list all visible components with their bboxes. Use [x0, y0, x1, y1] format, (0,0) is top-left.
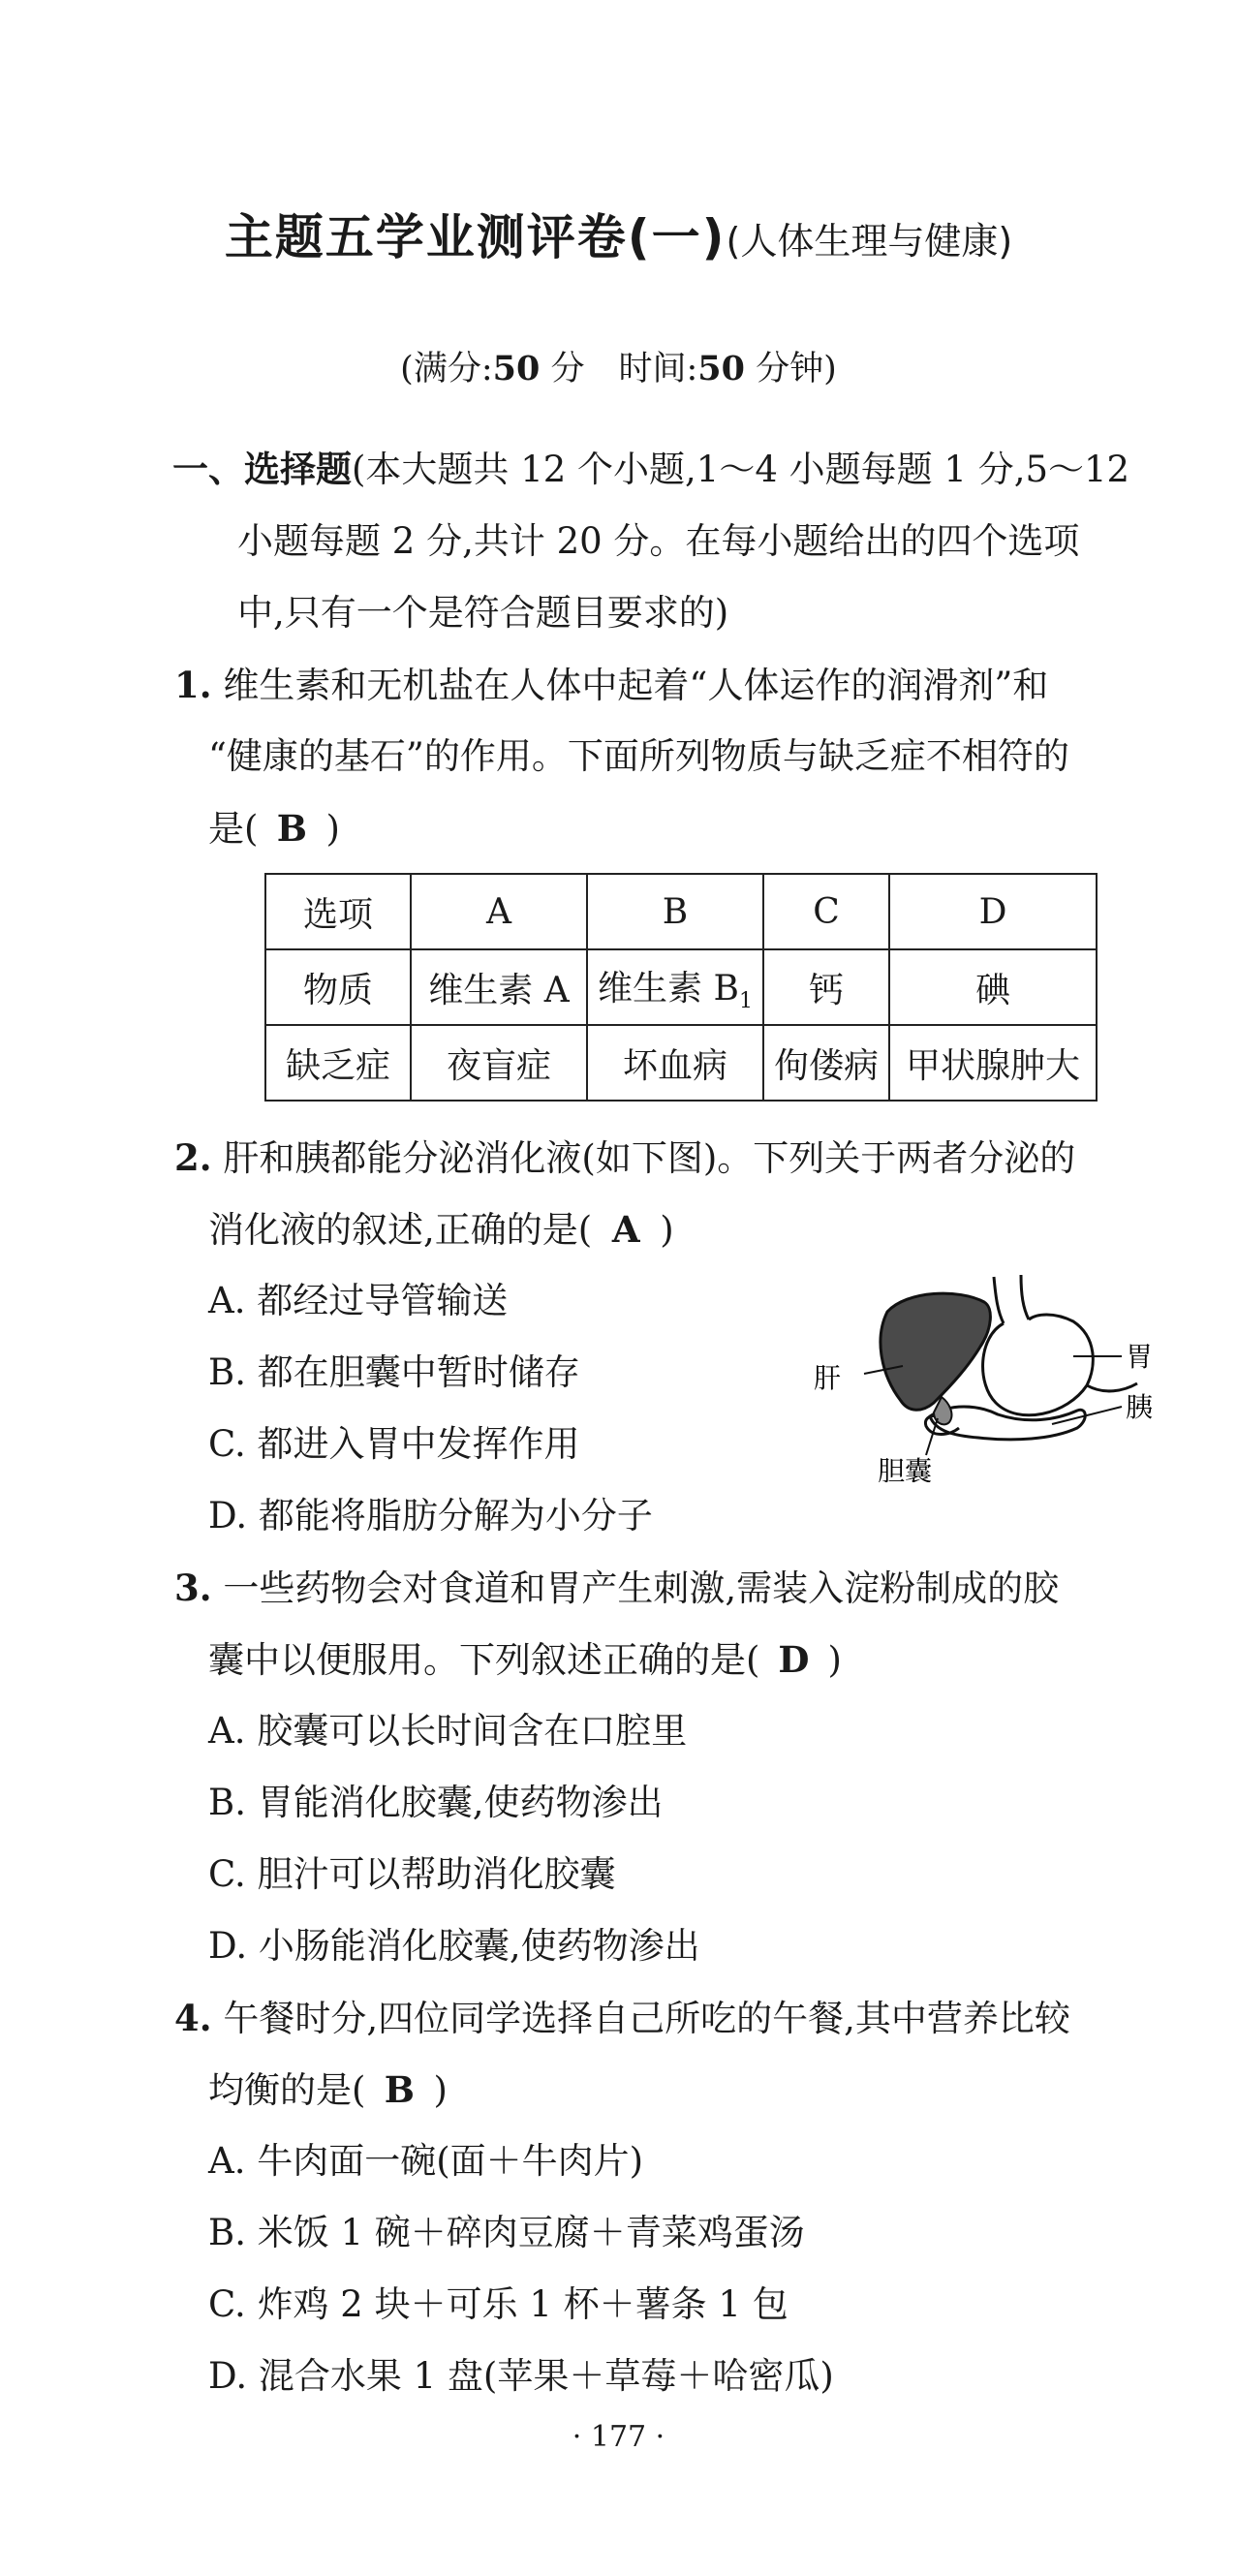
q1-line-1 [174, 661, 1048, 710]
q4-answer: B [384, 2068, 416, 2111]
q2-line-2 [208, 1205, 674, 1255]
q2-option-a: A. 都经过导管输送 [208, 1280, 509, 1321]
esophagus-shape [1021, 1275, 1029, 1319]
q3-option-c: C. 胆汁可以帮助消化胶囊 [208, 1853, 616, 1895]
q2-line-1 [174, 1133, 1075, 1183]
table-cell: 选项 [265, 874, 411, 949]
table-cell: 缺乏症 [265, 1025, 411, 1101]
table-cell: B [587, 874, 763, 949]
q1-close-paren: ) [325, 808, 340, 850]
title-sub: (人体生理与健康) [726, 220, 1013, 263]
score-unit: 分 [550, 350, 585, 388]
table-cell: 碘 [889, 949, 1097, 1025]
stomach-shape [983, 1315, 1094, 1415]
table-cell: 坏血病 [587, 1025, 763, 1101]
q3-line-1 [174, 1564, 1059, 1613]
liver-label: 肝 [814, 1362, 842, 1394]
table-cell: 夜盲症 [411, 1025, 587, 1101]
q2-answer: A [611, 1208, 640, 1251]
table-cell: 维生素 A [411, 949, 587, 1025]
section-desc-2: 小题每题 2 分,共计 20 分。在每小题给出的四个选项 [237, 520, 1080, 562]
table-cell: 钙 [763, 949, 889, 1025]
q4-line-1 [174, 1994, 1070, 2043]
q4-option-d: D. 混合水果 1 盘(苹果＋草莓＋哈密瓜) [208, 2355, 834, 2397]
gallbladder-label: 胆囊 [878, 1455, 933, 1482]
q4-text-1: 午餐时分,四位同学选择自己所吃的午餐,其中营养比较 [223, 1998, 1070, 2039]
q3-option-b: B. 胃能消化胶囊,使药物渗出 [208, 1782, 664, 1823]
section-desc-1: (本大题共 12 个小题,1～4 小题每题 1 分,5～12 [352, 449, 1130, 490]
page-number: · 177 · [572, 2420, 665, 2454]
vitamin-b-label: 维生素 B [598, 968, 739, 1009]
q2-text-2: 消化液的叙述,正确的是( [208, 1209, 593, 1251]
stomach-label: 胃 [1126, 1341, 1154, 1373]
q1-line-3 [208, 804, 340, 853]
table-cell [587, 949, 763, 1025]
time-value: 50 [697, 349, 746, 388]
section-heading: 一、选择题 [172, 449, 352, 490]
q2-option-c: C. 都进入胃中发挥作用 [208, 1423, 580, 1465]
score-value: 50 [492, 349, 541, 388]
section-heading-line [172, 446, 1129, 494]
q3-option-d: D. 小肠能消化胶囊,使药物渗出 [208, 1925, 700, 1967]
q4-option-b: B. 米饭 1 碗＋碎肉豆腐＋青菜鸡蛋汤 [208, 2212, 805, 2253]
table-cell: 物质 [265, 949, 411, 1025]
q1-answer: B [276, 807, 308, 850]
q2-option-d: D. 都能将脂肪分解为小分子 [208, 1495, 653, 1536]
q1-text-2: “健康的基石”的作用。下面所列物质与缺乏症不相符的 [208, 735, 1069, 777]
time-label: 时间: [618, 350, 698, 388]
table-row [265, 1025, 1097, 1101]
section-desc-3: 中,只有一个是符合题目要求的) [237, 592, 729, 634]
score-label: 满分: [413, 350, 493, 388]
time-unit: 分钟 [756, 350, 824, 388]
q2-text-1: 肝和胰都能分泌消化液(如下图)。下列关于两者分泌的 [223, 1137, 1076, 1179]
q2-number: 2. [174, 1136, 212, 1179]
gallbladder-leader-line [926, 1418, 938, 1455]
table-row [265, 874, 1097, 949]
exam-meta: (满分:50 分 时间:50 分钟) [400, 349, 837, 388]
q1-text-3: 是( [208, 808, 259, 850]
q3-close-paren: ) [827, 1639, 842, 1681]
q3-line-2 [208, 1635, 842, 1685]
q4-text-2: 均衡的是( [208, 2069, 366, 2111]
q4-close-paren: ) [433, 2069, 448, 2111]
q1-number: 1. [174, 664, 212, 706]
q3-text-2: 囊中以便服用。下列叙述正确的是( [208, 1639, 760, 1681]
q1-options-table [264, 873, 1098, 1102]
q3-text-1: 一些药物会对食道和胃产生刺激,需装入淀粉制成的胶 [223, 1567, 1060, 1609]
q2-option-b: B. 都在胆囊中暂时储存 [208, 1351, 580, 1393]
q3-option-a: A. 胶囊可以长时间含在口腔里 [208, 1710, 688, 1752]
table-cell: 佝偻病 [763, 1025, 889, 1101]
liver-shape [881, 1293, 990, 1410]
q1-text-1: 维生素和无机盐在人体中起着“人体运作的润滑剂”和 [223, 665, 1049, 706]
table-row [265, 949, 1097, 1025]
esophagus-shape [994, 1277, 1004, 1323]
title-main: 主题五学业测评卷(一) [224, 209, 727, 265]
page-title [0, 199, 1237, 268]
table-cell: A [411, 874, 587, 949]
vitamin-b-subscript: 1 [738, 989, 753, 1014]
pancreas-label: 胰 [1126, 1391, 1154, 1423]
q3-answer: D [778, 1638, 810, 1681]
q3-number: 3. [174, 1567, 212, 1609]
q4-option-c: C. 炸鸡 2 块＋可乐 1 杯＋薯条 1 包 [208, 2283, 789, 2325]
duodenum-shape [1087, 1383, 1137, 1391]
table-cell: 甲状腺肿大 [889, 1025, 1097, 1101]
page-number-value: 177 [590, 2420, 647, 2454]
table-cell: D [889, 874, 1097, 949]
q4-number: 4. [174, 1997, 212, 2039]
q4-line-2 [208, 2065, 448, 2115]
digestive-organs-figure [814, 1269, 1162, 1482]
q4-option-a: A. 牛肉面一碗(面＋牛肉片) [208, 2140, 644, 2182]
table-cell: C [763, 874, 889, 949]
q2-close-paren: ) [660, 1209, 674, 1251]
